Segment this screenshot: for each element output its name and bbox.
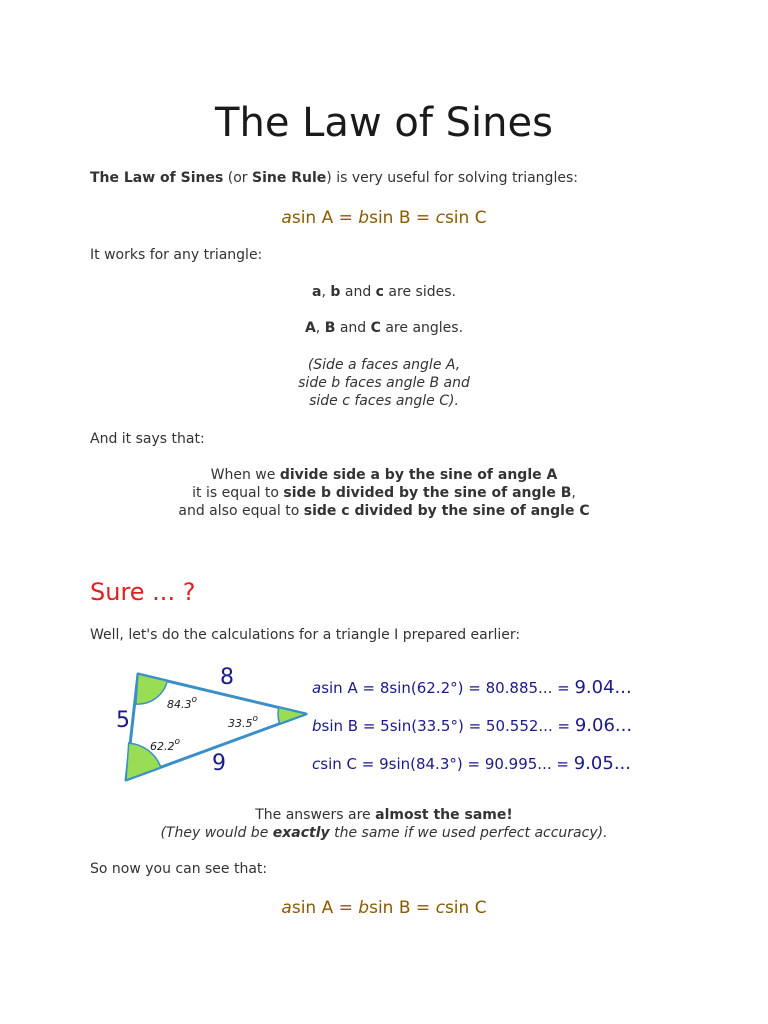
calc-row-c	[312, 753, 631, 774]
formula-bottom-p3: sin C	[444, 898, 487, 918]
calc-a-rest: sin A = 8sin(62.2°) = 80.885... =	[321, 679, 575, 697]
says-text: And it says that:	[90, 431, 205, 447]
answers-line	[0, 806, 768, 824]
angles-sep: ,	[315, 320, 325, 336]
angle-right-degree: o	[252, 714, 259, 724]
sides-line	[0, 284, 768, 300]
faces-line-3: side c faces angle C).	[309, 393, 459, 409]
statement-line-3	[0, 502, 768, 520]
intro-bold-sine-rule: Sine Rule	[252, 170, 327, 186]
calc-row-a	[312, 677, 632, 698]
statement-line-2	[0, 484, 768, 502]
sides-b: b	[330, 284, 341, 300]
statement	[0, 466, 768, 520]
calc-c-result: 9.05...	[573, 753, 631, 774]
angles-rest: are angles.	[380, 320, 464, 336]
answers-pre: The answers are	[255, 807, 376, 823]
sides-c: c	[375, 284, 384, 300]
faces-line-1: (Side a faces angle A,	[307, 357, 461, 373]
formula-top-b: b	[358, 208, 370, 228]
answers-block	[0, 806, 768, 842]
formula-bottom-p1: sin A =	[291, 898, 359, 918]
faces-note	[0, 356, 768, 410]
formula-bottom	[0, 898, 768, 918]
calc-a-var: a	[312, 679, 322, 697]
angle-top-value: 84.3	[167, 698, 192, 711]
sides-and: and	[340, 284, 376, 300]
formula-bottom-c: c	[435, 898, 445, 918]
intro-paragraph	[90, 170, 578, 186]
formula-top	[0, 208, 768, 228]
calc-c-var: c	[312, 755, 321, 773]
calc-b-var: b	[312, 717, 322, 735]
calc-intro: Well, let's do the calculations for a triangle I prepared earlier:	[90, 627, 521, 643]
angle-top-degree: o	[191, 695, 198, 705]
answers-paren-post: the same if we used perfect accuracy).	[329, 825, 608, 841]
angles-c: C	[370, 320, 381, 336]
formula-top-p2: sin B =	[369, 208, 436, 228]
side-top-label: 8	[220, 665, 234, 690]
calc-c-rest: sin C = 9sin(84.3°) = 90.995... =	[320, 755, 574, 773]
side-bottom-label: 9	[212, 751, 226, 776]
so-now-text: So now you can see that:	[90, 861, 268, 877]
sides-sep: ,	[321, 284, 331, 300]
calc-a-result: 9.04...	[574, 677, 632, 698]
formula-top-p3: sin C	[444, 208, 487, 228]
sides-a: a	[312, 284, 322, 300]
angle-bottom-value: 62.2	[150, 740, 175, 753]
faces-line-2: side b faces angle B and	[298, 375, 470, 391]
intro-text-2: ) is very useful for solving triangles:	[326, 170, 578, 186]
angles-a: A	[304, 320, 316, 336]
statement-l2-pre: it is equal to	[192, 485, 284, 501]
side-left-label: 5	[116, 708, 130, 733]
formula-top-c: c	[435, 208, 445, 228]
page-title: The Law of Sines	[215, 100, 553, 146]
formula-top-a: a	[281, 208, 292, 228]
calc-b-rest: sin B = 5sin(33.5°) = 50.552... =	[321, 717, 575, 735]
angle-bottom-degree: o	[174, 737, 181, 747]
triangle-diagram	[108, 660, 312, 788]
intro-bold-law: The Law of Sines	[90, 170, 224, 186]
calc-b-result: 9.06...	[574, 715, 633, 736]
intro-text-1: (or	[223, 170, 253, 186]
answers-paren-bold: exactly	[272, 825, 330, 841]
sure-heading: Sure ... ?	[90, 578, 196, 606]
angle-right-wedge	[278, 708, 306, 724]
statement-l2-post: ,	[571, 485, 576, 501]
angles-and: and	[335, 320, 371, 336]
formula-bottom-b: b	[358, 898, 370, 918]
formula-bottom-p2: sin B =	[369, 898, 436, 918]
statement-l3-pre: and also equal to	[178, 503, 304, 519]
answers-paren-pre: (They would be	[160, 825, 273, 841]
statement-line-1	[0, 466, 768, 484]
formula-bottom-a: a	[281, 898, 292, 918]
angle-right-value: 33.5	[228, 717, 253, 730]
angles-b: B	[324, 320, 336, 336]
statement-l2-bold: side b divided by the sine of angle B	[283, 485, 572, 501]
formula-top-p1: sin A =	[291, 208, 359, 228]
calc-row-b	[312, 715, 632, 736]
statement-l1-bold: divide side a by the sine of angle A	[279, 467, 558, 483]
works-text: It works for any triangle:	[90, 247, 263, 263]
statement-l3-bold: side c divided by the sine of angle C	[303, 503, 590, 519]
statement-l1-pre: When we	[210, 467, 280, 483]
answers-paren-line	[0, 824, 768, 842]
answers-bold: almost the same!	[375, 807, 513, 823]
sides-rest: are sides.	[383, 284, 456, 300]
angles-line	[0, 320, 768, 336]
